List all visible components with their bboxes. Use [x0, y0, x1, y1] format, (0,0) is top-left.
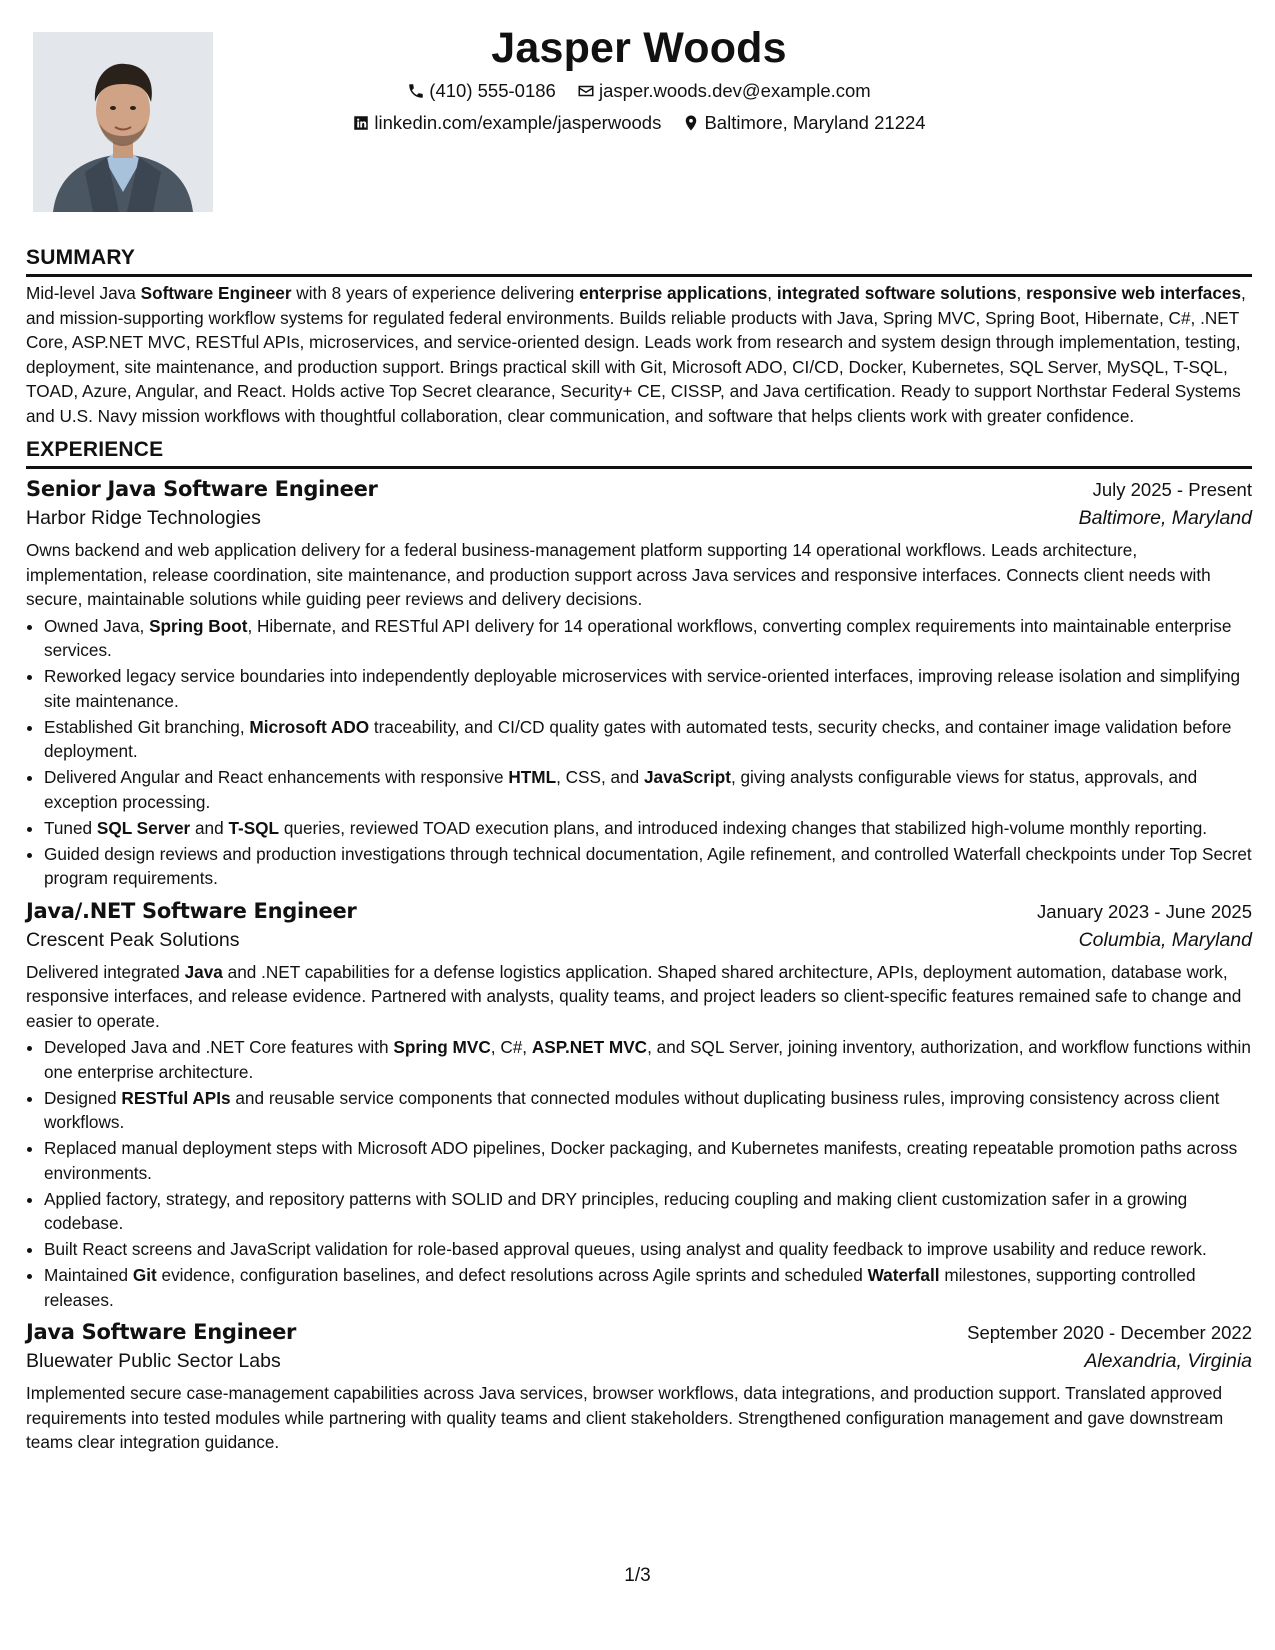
- bold-text: Software Engineer: [140, 283, 292, 303]
- job-company: Crescent Peak Solutions: [26, 928, 240, 951]
- job-entry: [26, 1320, 1252, 1455]
- bullet-item: [44, 1237, 1252, 1262]
- text-run: and: [190, 817, 229, 838]
- bullet-item: [44, 1263, 1252, 1312]
- job-company: Bluewater Public Sector Labs: [26, 1350, 281, 1372]
- linkedin-item: [352, 112, 661, 134]
- bullet-item: [44, 1086, 1252, 1135]
- bullet-item: [44, 715, 1252, 764]
- text-run: ,: [1016, 283, 1027, 303]
- contact-line-1: [26, 80, 1252, 105]
- phone-item: [407, 80, 556, 102]
- location-item: [682, 112, 925, 134]
- text-run: Maintained: [44, 1265, 133, 1285]
- bold-text: Microsoft ADO: [249, 716, 370, 737]
- bullet-item: [44, 1136, 1252, 1185]
- job-company: Harbor Ridge Technologies: [26, 507, 261, 529]
- page-number: 1/3: [624, 1565, 651, 1586]
- job-entry: [26, 477, 1252, 891]
- job-title: Java/.NET Software Engineer: [26, 898, 357, 923]
- text-run: Guided design reviews and production investigations through technical documentation, Agile refinement, and controlled Waterfall checkpoints under Top Secret program requirements.: [44, 843, 1252, 888]
- text-run: Implemented secure case-management capabilities across Java services, browser workflows, data integrations, and production support. Translated approved requirements into tested modules while partnering with quality teams and client stakeholders. Strengthened configuration management and gave downstream teams clear integration guidance.: [26, 1383, 1224, 1452]
- envelope-icon: [577, 82, 595, 100]
- summary-text: [26, 281, 1252, 428]
- text-run: with 8 years of experience delivering: [291, 283, 580, 303]
- bold-text: Waterfall: [867, 1265, 940, 1285]
- job-description: [26, 960, 1252, 1034]
- candidate-name: Jasper Woods: [491, 24, 787, 72]
- email-item: [577, 80, 871, 102]
- text-run: Delivered integrated: [26, 961, 185, 982]
- text-run: , giving analysts configurable views for status, approvals, and exception processing.: [44, 767, 1198, 812]
- email-address: jasper.woods.dev@example.com: [598, 80, 871, 101]
- text-run: , and SQL Server, joining inventory, authorization, and workflow functions within one enterprise architecture.: [44, 1037, 1251, 1082]
- job-bullets: [26, 1035, 1252, 1312]
- bold-text: enterprise applications: [579, 283, 768, 303]
- job-dates: January 2023 - June 2025: [1037, 900, 1252, 922]
- text-run: traceability, and CI/CD quality gates with automated tests, security checks, and container image validation before deployment.: [44, 716, 1232, 761]
- bullet-item: [44, 664, 1252, 713]
- job-dates: July 2025 - Present: [1092, 479, 1252, 500]
- bullet-item: [44, 1187, 1252, 1236]
- job-entry: [26, 899, 1252, 1313]
- experience-section: [26, 438, 1252, 1455]
- job-title: Senior Java Software Engineer: [26, 477, 378, 501]
- text-run: Applied factory, strategy, and repository patterns with SOLID and DRY principles, reducing coupling and making client customization safer in a growing codebase.: [44, 1188, 1188, 1233]
- linkedin-url: linkedin.com/example/jasperwoods: [374, 112, 662, 133]
- bold-text: Spring MVC: [393, 1037, 491, 1057]
- text-run: , CSS, and: [556, 767, 644, 787]
- text-run: , and mission-supporting workflow systems for regulated federal environments. Builds reliable products with Java, Spring MVC, Spring Boot, Hibernate, C#, .NET Core, ASP.NET MVC, RESTful APIs, microservices, and service-oriented design. Leads work from research and system design through implementation, testing, deployment, site maintenance, and production support. Brings practical skill with Git, Microsoft ADO, CI/CD, Docker, Kubernetes, SQL Server, MySQL, T-SQL, TOAD, Azure, Angular, and React. Holds active Top Secret clearance, Security+ CE, CISSP, and Java certification. Ready to support Northstar Federal Systems and U.S. Navy mission workflows with thoughtful collaboration, clear communication, and software that helps clients work with greater confidence.: [26, 283, 1246, 426]
- bullet-item: [44, 842, 1252, 891]
- bullet-item: [44, 816, 1252, 841]
- text-run: Tuned: [44, 817, 97, 838]
- job-title: Java Software Engineer: [26, 1320, 297, 1344]
- bold-text: ASP.NET MVC: [531, 1037, 648, 1057]
- bold-text: RESTful APIs: [121, 1087, 231, 1108]
- contact-line-2: [26, 112, 1252, 137]
- bullet-item: [44, 765, 1252, 814]
- job-bullets: [26, 614, 1252, 891]
- experience-heading: EXPERIENCE: [26, 438, 1252, 469]
- text-run: Reworked legacy service boundaries into independently deployable microservices with service-oriented interfaces, improving release isolation and simplifying site maintenance.: [44, 666, 1241, 711]
- text-run: , C#,: [490, 1037, 532, 1057]
- bold-text: Java: [184, 961, 223, 982]
- bold-text: HTML: [508, 767, 557, 787]
- text-run: Owns backend and web application delivery for a federal business-management platform supporting 14 operational workflows. Leads architecture, implementation, release coordination, site maintenance, and production support across Java services and responsive interfaces. Connects client needs with secure, maintainable solutions while guiding peer reviews and delivery decisions.: [26, 540, 1211, 609]
- resume-page: [26, 24, 1252, 1455]
- job-description: [26, 538, 1252, 612]
- summary-heading: SUMMARY: [26, 246, 1252, 277]
- job-location: Columbia, Maryland: [1078, 928, 1252, 951]
- job-dates: September 2020 - December 2022: [967, 1322, 1252, 1343]
- phone-icon: [407, 82, 425, 100]
- bullet-item: [44, 614, 1252, 663]
- text-run: , Hibernate, and RESTful API delivery for 14 operational workflows, converting complex requirements into maintainable enterprise services.: [44, 615, 1232, 660]
- job-location: Alexandria, Virginia: [1084, 1350, 1252, 1372]
- text-run: Built React screens and JavaScript validation for role-based approval queues, using analyst and quality feedback to improve usability and reduce rework.: [44, 1239, 1207, 1259]
- linkedin-icon: [352, 114, 370, 132]
- text-run: ,: [767, 283, 777, 303]
- text-run: evidence, configuration baselines, and defect resolutions across Agile sprints and scheduled: [156, 1265, 868, 1285]
- location-text: Baltimore, Maryland 21224: [704, 112, 926, 133]
- text-run: Designed: [44, 1087, 122, 1108]
- bold-text: responsive web interfaces: [1026, 283, 1242, 303]
- text-run: milestones, supporting controlled releases.: [44, 1265, 1196, 1310]
- bold-text: JavaScript: [643, 767, 731, 787]
- bold-text: SQL Server: [96, 817, 191, 838]
- text-run: and reusable service components that connected modules without duplicating business rules, improving consistency across client workflows.: [44, 1087, 1220, 1132]
- text-run: Mid-level Java: [26, 283, 141, 303]
- text-run: queries, reviewed TOAD execution plans, and introduced indexing changes that stabilized high-volume monthly reporting.: [279, 817, 1208, 838]
- text-run: Owned Java,: [44, 615, 150, 636]
- phone-number: (410) 555-0186: [429, 80, 556, 101]
- bold-text: T-SQL: [228, 817, 280, 838]
- text-run: Established Git branching,: [44, 716, 250, 737]
- resume-header: [26, 24, 1252, 212]
- text-run: Developed Java and .NET Core features with: [44, 1037, 394, 1057]
- job-description: [26, 1381, 1252, 1455]
- map-pin-icon: [682, 114, 700, 132]
- summary-section: [26, 246, 1252, 428]
- bold-text: integrated software solutions: [776, 283, 1017, 303]
- bold-text: Git: [132, 1265, 157, 1285]
- bullet-item: [44, 1035, 1252, 1084]
- text-run: and .NET capabilities for a defense logistics application. Shaped shared architecture, APIs, deployment automation, database work, responsive interfaces, and release evidence. Partnered with analysts, quality teams, and project leaders so client-specific features remained safe to change and easier to operate.: [26, 961, 1242, 1031]
- job-location: Baltimore, Maryland: [1078, 507, 1252, 529]
- text-run: Replaced manual deployment steps with Microsoft ADO pipelines, Docker packaging, and Kubernetes manifests, creating repeatable promotion paths across environments.: [44, 1138, 1238, 1183]
- bold-text: Spring Boot: [149, 615, 248, 636]
- text-run: Delivered Angular and React enhancements with responsive: [44, 767, 509, 787]
